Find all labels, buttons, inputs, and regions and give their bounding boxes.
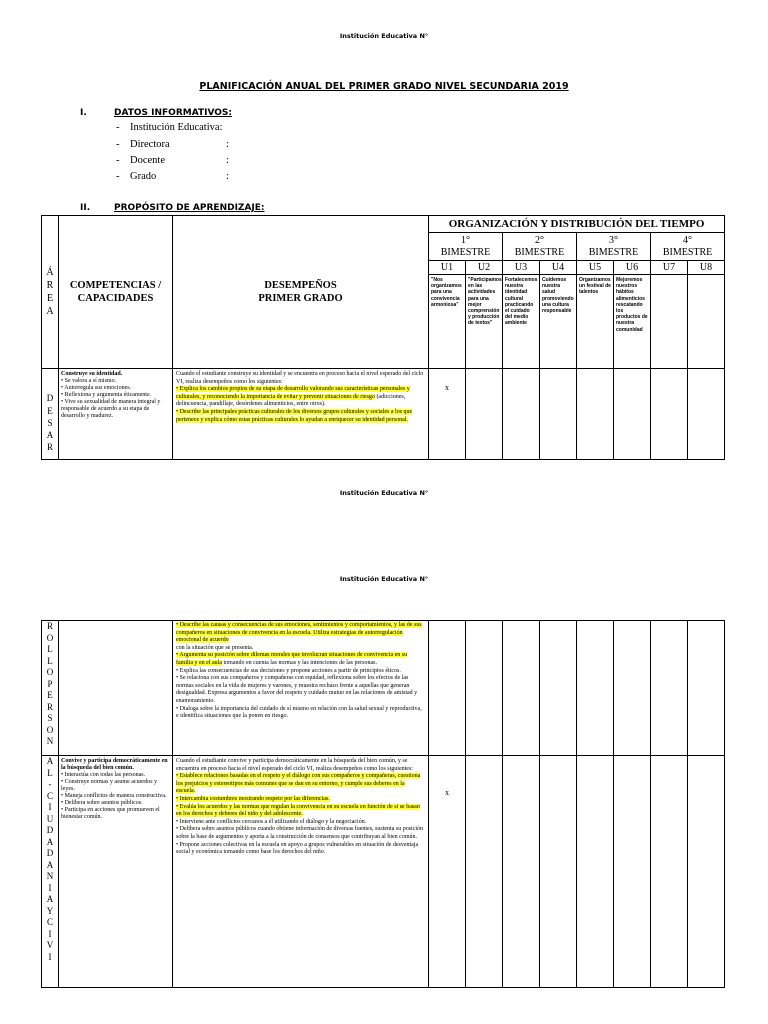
planning-table-continued bbox=[41, 620, 725, 988]
section-number: I. bbox=[80, 108, 87, 118]
competencia-cell bbox=[59, 621, 173, 756]
competencia-cell bbox=[59, 369, 173, 460]
unit-title: Mejoremos nuestros hábitos alimenticios rescatando los productos de nuestra comunidad bbox=[614, 275, 651, 369]
desempeno-text: • Explica las consecuencias de sus decisiones y propone acciones a partir de principios éticos. bbox=[176, 667, 401, 674]
institution-header: Institución Educativa N° bbox=[339, 575, 429, 583]
bimestre-4: 4° BIMESTRE bbox=[651, 233, 725, 261]
page-title: PLANIFICACIÓN ANUAL DEL PRIMER GRADO NIVEL SECUNDARIA 2019 bbox=[199, 81, 569, 92]
desempeno-highlight: • Describe las principales prácticas culturales de los diversos grupos culturales y sociales a los que pertenece y explica cómo estas prácticas culturales lo ayudan a enriquecer su identidad personal. bbox=[176, 408, 413, 423]
unit-title: "Nos organizamos para una convivencia armoniosa" bbox=[429, 275, 466, 369]
desempeno-highlight: • Establece relaciones basadas en el respeto y el diálogo con sus compañeros y compañeras, cuestiona los prejuicios y estereotipos más comunes que se dan en su entorno, y cumple sus deberes en la escuela. bbox=[176, 773, 421, 795]
desempeno-highlight: • Evalúa los acuerdos y las normas que regulan la convivencia en su escuela en función de si se basan en los derechos y deberes del niño y del adolescente. bbox=[176, 803, 420, 818]
unit-title: Fortalecemos nuestra identidad cultural practicando el cuidado del medio ambiente bbox=[503, 275, 540, 369]
desempeno-text: • Propone acciones colectivas en la escuela en apoyo a grupos vulnerables en situación de desventaja social y económica tomando como base los derechos del niño. bbox=[176, 841, 419, 856]
desempenos-label: DESEMPEÑOS bbox=[264, 280, 337, 291]
unit-header: U6 bbox=[614, 261, 651, 275]
unit-header: U8 bbox=[688, 261, 725, 275]
area-letters: A L - C I U D A D A N I A Y C I V I bbox=[42, 756, 59, 988]
competencia-cell bbox=[59, 756, 173, 988]
capacidad: • Delibera sobre asuntos públicos. bbox=[61, 800, 143, 806]
desempeno-text: • Delibera sobre asuntos públicos cuando obtiene información de diversas fuentes, sustenta su posición sobre la base de argumentos y aporta a la construcción de consensos que contribuyan al bien común. bbox=[176, 826, 424, 840]
desempeno-text: con la situación que se presenta. bbox=[176, 644, 254, 651]
capacidad: • Interactúa con todas las personas. bbox=[61, 772, 146, 778]
desempeno-cell bbox=[173, 369, 429, 460]
competencia-title: Construye su identidad. bbox=[61, 371, 123, 377]
desempeno-text: • Interviene ante conflictos cercanos a él utilizando el diálogo y la negociación. bbox=[176, 818, 367, 825]
area-letters: R O L L O P E R S O N bbox=[42, 621, 59, 756]
bimestre-3: 3° BIMESTRE bbox=[577, 233, 651, 261]
unit-header: U3 bbox=[503, 261, 540, 275]
desempeno-text: • Se relaciona con sus compañeros y compañeras con equidad, reflexiona sobre los efectos de las normas sociales en la vida de mujeres y varones, y muestra rechazo frente a aquellas que generan desigualdad. Expresa argumentos a favor del respeto y cuidado mutuo en las relaciones de amistad y enamoramiento. bbox=[176, 675, 418, 704]
capacidad: • Maneja conflictos de manera constructiva. bbox=[61, 793, 167, 799]
unit-title bbox=[651, 275, 688, 369]
desempeno-text: tomando en cuenta las normas y las intenciones de las personas. bbox=[221, 659, 377, 666]
capacidad: • Construye normas y asume acuerdos y leyes. bbox=[61, 779, 158, 792]
unit-header: U7 bbox=[651, 261, 688, 275]
desempeno-intro: Cuando el estudiante construye su identidad y se encuentra en proceso hacia el nivel esperado del ciclo VI, realiza desempeños como los siguientes: bbox=[176, 371, 424, 385]
desempeno-cell bbox=[173, 621, 429, 756]
organizacion-header: ORGANIZACIÓN Y DISTRIBUCIÓN DEL TIEMPO bbox=[429, 216, 725, 233]
capacidad: • Vive su sexualidad de manera integral y responsable de acuerdo a su etapa de desarrollo y madurez. bbox=[61, 399, 161, 419]
bimestre-1: 1° BIMESTRE bbox=[429, 233, 503, 261]
area-header: Á R E A bbox=[42, 216, 59, 369]
unit-mark: x bbox=[429, 369, 466, 460]
capacidad: • Participa en acciones que promueven el bienestar común. bbox=[61, 807, 160, 820]
desempeno-highlight: • Explica los cambios propios de su etapa de desarrollo valorando sus características personales y culturales, y reconociendo la importancia de evitar y prevenir situaciones de riesgo bbox=[176, 386, 410, 400]
grado-label: PRIMER GRADO bbox=[258, 293, 343, 304]
unit-header: U1 bbox=[429, 261, 466, 275]
desempeno-text: • Dialoga sobre la importancia del cuidado de sí mismo en relación con la salud sexual y reproductiva, e identifica situaciones que la ponen en riesgo. bbox=[176, 705, 422, 720]
unit-header: U5 bbox=[577, 261, 614, 275]
capacidad: • Se valora a sí mismo. bbox=[61, 378, 117, 384]
unit-title: Organizamos un festival de talentos bbox=[577, 275, 614, 369]
desempenos-header bbox=[173, 216, 429, 369]
unit-mark: x bbox=[429, 756, 466, 988]
unit-header: U2 bbox=[466, 261, 503, 275]
desempeno-intro: Cuando el estudiante convive y participa democráticamente en la búsqueda del bien común, y se encuentra en proceso hacia el nivel esperado del ciclo VI, realiza desempeños como los siguientes: bbox=[176, 758, 413, 772]
desempeno-text: (adicciones, delincuencia, pandillaje, desórdenes alimenticios, entre otros). bbox=[176, 393, 406, 408]
desempeno-highlight: • Argumenta su posición sobre dilemas morales que involucran situaciones de convivencia en su familia y en el aula bbox=[176, 652, 408, 666]
unit-title bbox=[688, 275, 725, 369]
unit-title: "Participamos en las actividades para una mejor comprensión y producción de textos" bbox=[466, 275, 503, 369]
section-number: II. bbox=[80, 203, 91, 213]
desempeno-highlight: • Describe las causas y consecuencias de sus emociones, sentimientos y comportamientos, y las de sus compañeros en situaciones de convivencia en la escuela. Utiliza estrategias de autorregulación emocional de acuerdo bbox=[176, 622, 422, 644]
competencias-header: COMPETENCIAS / CAPACIDADES bbox=[59, 216, 173, 369]
section-label: PROPÓSITO DE APRENDIZAJE: bbox=[114, 203, 265, 213]
bimestre-2: 2° BIMESTRE bbox=[503, 233, 577, 261]
competencia-title: Convive y participa democráticamente en la búsqueda del bien común. bbox=[61, 758, 168, 771]
area-letters: D E S A R bbox=[42, 369, 59, 460]
desempeno-cell bbox=[173, 756, 429, 988]
institution-header: Institución Educativa N° bbox=[339, 489, 429, 497]
desempeno-highlight: • Intercambia costumbres mostrando respeto por las diferencias. bbox=[176, 795, 330, 802]
planning-table bbox=[41, 215, 725, 460]
unit-header: U4 bbox=[540, 261, 577, 275]
unit-title: Cuidemos nuestra salud promoviendo una cultura responsable bbox=[540, 275, 577, 369]
capacidad: • Autorregula sus emociones. bbox=[61, 385, 132, 391]
section-label: DATOS INFORMATIVOS: bbox=[114, 108, 233, 118]
capacidad: • Reflexiona y argumenta éticamente. bbox=[61, 392, 152, 398]
institution-header: Institución Educativa N° bbox=[339, 32, 429, 40]
